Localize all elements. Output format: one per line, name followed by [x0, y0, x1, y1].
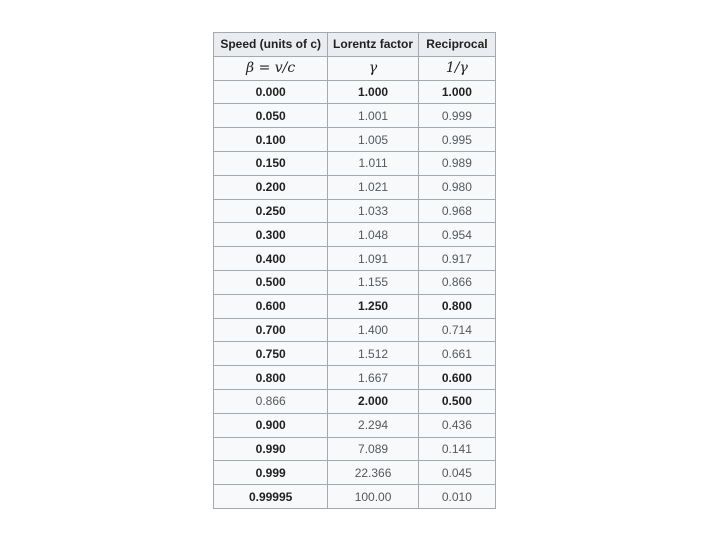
cell-speed: 0.150 [214, 151, 328, 175]
cell-speed: 0.400 [214, 247, 328, 271]
cell-speed: 0.500 [214, 270, 328, 294]
cell-lorentz-factor: 1.021 [328, 175, 418, 199]
cell-speed: 0.200 [214, 175, 328, 199]
table-row [214, 175, 496, 199]
cell-speed: 0.866 [214, 389, 328, 413]
cell-reciprocal: 0.600 [418, 366, 495, 390]
cell-lorentz-factor: 1.033 [328, 199, 418, 223]
cell-reciprocal: 0.999 [418, 104, 495, 128]
cell-lorentz-factor: 7.089 [328, 437, 418, 461]
table-row [214, 461, 496, 485]
cell-reciprocal: 0.714 [418, 318, 495, 342]
header-row [214, 33, 496, 57]
symbol-row [214, 56, 496, 80]
cell-reciprocal: 1.000 [418, 80, 495, 104]
header-lorentz-factor: Lorentz factor [328, 33, 418, 57]
table-row [214, 342, 496, 366]
table-row [214, 223, 496, 247]
table-row [214, 270, 496, 294]
table-row [214, 366, 496, 390]
table-row [214, 413, 496, 437]
cell-lorentz-factor: 1.000 [328, 80, 418, 104]
cell-reciprocal: 0.995 [418, 128, 495, 152]
cell-lorentz-factor: 2.000 [328, 389, 418, 413]
table-row [214, 128, 496, 152]
cell-speed: 0.300 [214, 223, 328, 247]
cell-speed: 0.900 [214, 413, 328, 437]
symbol-beta: β = v/c [214, 56, 328, 80]
cell-reciprocal: 0.500 [418, 389, 495, 413]
cell-reciprocal: 0.866 [418, 270, 495, 294]
cell-lorentz-factor: 1.001 [328, 104, 418, 128]
table-row [214, 151, 496, 175]
cell-speed: 0.600 [214, 294, 328, 318]
table-row [214, 294, 496, 318]
cell-reciprocal: 0.917 [418, 247, 495, 271]
header-speed: Speed (units of c) [214, 33, 328, 57]
table-row [214, 199, 496, 223]
cell-speed: 0.050 [214, 104, 328, 128]
cell-reciprocal: 0.661 [418, 342, 495, 366]
cell-lorentz-factor: 1.400 [328, 318, 418, 342]
lorentz-factor-table [213, 32, 496, 509]
cell-reciprocal: 0.954 [418, 223, 495, 247]
symbol-reciprocal-gamma: 1/γ [418, 56, 495, 80]
cell-lorentz-factor: 1.005 [328, 128, 418, 152]
cell-lorentz-factor: 1.091 [328, 247, 418, 271]
table-row [214, 318, 496, 342]
cell-reciprocal: 0.141 [418, 437, 495, 461]
table-row [214, 437, 496, 461]
table-row [214, 389, 496, 413]
cell-reciprocal: 0.800 [418, 294, 495, 318]
cell-speed: 0.000 [214, 80, 328, 104]
cell-lorentz-factor: 1.512 [328, 342, 418, 366]
table-body [214, 80, 496, 508]
cell-lorentz-factor: 22.366 [328, 461, 418, 485]
cell-reciprocal: 0.045 [418, 461, 495, 485]
cell-lorentz-factor: 1.011 [328, 151, 418, 175]
header-reciprocal: Reciprocal [418, 33, 495, 57]
cell-reciprocal: 0.968 [418, 199, 495, 223]
cell-lorentz-factor: 2.294 [328, 413, 418, 437]
cell-lorentz-factor: 1.667 [328, 366, 418, 390]
cell-lorentz-factor: 1.250 [328, 294, 418, 318]
cell-reciprocal: 0.010 [418, 485, 495, 509]
cell-speed: 0.999 [214, 461, 328, 485]
cell-speed: 0.990 [214, 437, 328, 461]
table-row [214, 247, 496, 271]
cell-lorentz-factor: 1.155 [328, 270, 418, 294]
cell-reciprocal: 0.980 [418, 175, 495, 199]
cell-speed: 0.250 [214, 199, 328, 223]
cell-speed: 0.750 [214, 342, 328, 366]
symbol-gamma: γ [328, 56, 418, 80]
cell-speed: 0.100 [214, 128, 328, 152]
cell-reciprocal: 0.436 [418, 413, 495, 437]
cell-lorentz-factor: 100.00 [328, 485, 418, 509]
table-row [214, 80, 496, 104]
lorentz-table-container [213, 32, 496, 509]
cell-reciprocal: 0.989 [418, 151, 495, 175]
table-row [214, 104, 496, 128]
cell-lorentz-factor: 1.048 [328, 223, 418, 247]
cell-speed: 0.99995 [214, 485, 328, 509]
cell-speed: 0.700 [214, 318, 328, 342]
table-row [214, 485, 496, 509]
cell-speed: 0.800 [214, 366, 328, 390]
